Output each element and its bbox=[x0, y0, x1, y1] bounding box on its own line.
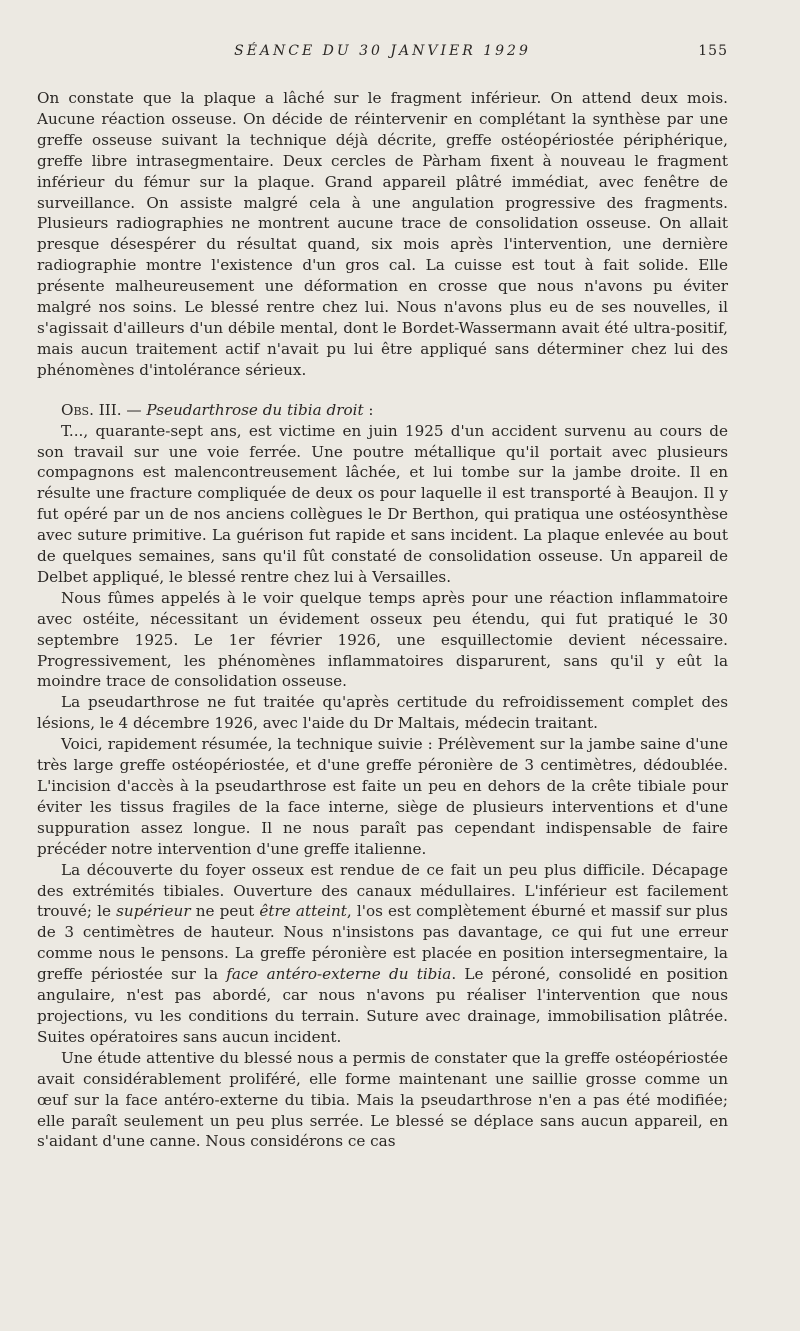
observation-label: Obs. III. bbox=[61, 400, 122, 419]
paragraph-accident: T..., quarante-sept ans, est victime en juin 1925 d'un accident survenu au cours de son travail sur une voie ferrée. Une poutre métallique qu'il portait avec plusieurs compagnons est malencontreusement lâchée, et lui tombe sur la jambe droite. Il en résulte une fracture compliquée de deux os pour laquelle il est transporté à Beaujon. Il y fut opéré par un de nos anciens collègues le Dr Berthon, qui pratiqua une ostéosynthèse avec suture primitive. La guérison fut rapide et sans incident. La plaque enlevée au bout de quelques semaines, sans qu'il fût constaté de consolidation osseuse. Un appareil de Delbet appliqué, le blessé rentre chez lui à Versailles. bbox=[37, 421, 728, 586]
body-text bbox=[37, 88, 728, 1152]
observation-heading bbox=[37, 400, 728, 421]
paragraph-followup: Une étude attentive du blessé nous a permis de constater que la greffe ostéopériostée avait considérablement proliféré, elle forme maintenant une saillie grosse comme un œuf sur la face antéro-externe du tibia. Mais la pseudarthrose n'en a pas été modifiée; elle paraît seulement un peu plus serrée. Le blessé se déplace sans aucun appareil, en s'aidant d'une canne. Nous considérons ce cas bbox=[37, 1048, 728, 1151]
surgery-text-a: La découverte du foyer osseux est rendue de ce fait un peu plus difficile. Décapage des extrémités tibiales. Ouverture des canaux médullaires. L'inférieur est facilement trouvé; le bbox=[37, 860, 728, 921]
observation-dash: — bbox=[121, 400, 147, 419]
paragraph-case-continuation: On constate que la plaque a lâché sur le fragment inférieur. On attend deux mois. Aucune réaction osseuse. On décide de réintervenir en complétant la synthèse par une greffe osseuse suivant la technique déjà décrite, greffe ostéopériostée périphérique, greffe libre intrasegmentaire. Deux cercles de Pàrham fixent à nouveau le fragment inférieur du fémur sur la plaque. Grand appareil plâtré immédiat, avec fenêtre de surveillance. On assiste malgré cela à une angulation progressive des fragments. Plusieurs radiographies ne montrent aucune trace de consolidation osseuse. On allait presque désespérer du résultat quand, six mois après l'intervention, une dernière radiographie montre l'existence d'un gros cal. La cuisse est tout à fait solide. Elle présente malheureusement une déformation en crosse que nous n'avons pu éviter malgré nos soins. Le blessé rentre chez lui. Nous n'avons plus eu de ses nouvelles, il s'agissait d'ailleurs d'un débile mental, dont le Bordet-Wassermann avait été ultra-positif, mais aucun traitement actif n'avait pu lui être appliqué sans déterminer chez lui des phénomènes d'intolérance sérieux. bbox=[37, 89, 728, 379]
surgery-text-e: , l'os est complètement éburné et massif sur plus de 3 centimètres de hauteur. Nous n'insistons pas davantage, ce qui fut une erreur comme nous le pensons. La greffe péronière est placée en position intersegmentaire, la greffe périostée sur la bbox=[37, 902, 728, 984]
surgery-italic-superieur: supérieur bbox=[116, 902, 191, 921]
observation-title: Pseudarthrose du tibia droit bbox=[146, 400, 364, 419]
page-number: 155 bbox=[698, 43, 728, 59]
running-title: SÉANCE DU 30 JANVIER 1929 bbox=[234, 43, 531, 59]
surgery-text-g: . Le péroné, consolidé en position angulaire, n'est pas abordé, car nous n'avons pu réaliser l'intervention que nous projections, vu les conditions du terrain. Suture avec drainage, immobilisation plâtrée. Suites opératoires sans aucun incident. bbox=[37, 965, 729, 1046]
surgery-italic-face: face antéro-externe du tibia bbox=[226, 965, 452, 984]
paragraph-technique: Voici, rapidement résumée, la technique suivie : Prélèvement sur la jambe saine d'une très large greffe ostéopériostée, et d'une greffe péronière de 3 centimètres, dédoublée. L'incision d'accès à la pseudarthrose est faite un peu en dehors de la crête tibiale pour éviter les tissus fragiles de la face interne, siège de plusieurs interventions et d'une suppuration assez longue. Il ne nous paraît pas cependant indispensable de faire précéder notre intervention d'une greffe italienne. bbox=[37, 735, 728, 858]
surgery-italic-atteint: être atteint bbox=[259, 902, 347, 921]
paragraph-surgery bbox=[37, 860, 728, 1048]
surgery-text-c: ne peut bbox=[190, 902, 260, 921]
paragraph-inflammation: Nous fûmes appelés à le voir quelque temps après pour une réaction inflammatoire avec ostéite, nécessitant un évidement osseux peu étendu, qui fut pratiqué le 30 septembre 1925. Le 1er février 1926, une esquillectomie devient nécessaire. Progressivement, les phénomènes inflammatoires disparurent, sans qu'il y eût la moindre trace de consolidation osseuse. bbox=[37, 588, 728, 691]
running-header bbox=[37, 43, 728, 63]
paragraph-treatment-date: La pseudarthrose ne fut traitée qu'après certitude du refroidissement complet des lésions, le 4 décembre 1926, avec l'aide du Dr Maltais, médecin traitant. bbox=[37, 693, 728, 733]
observation-colon: : bbox=[363, 400, 374, 419]
